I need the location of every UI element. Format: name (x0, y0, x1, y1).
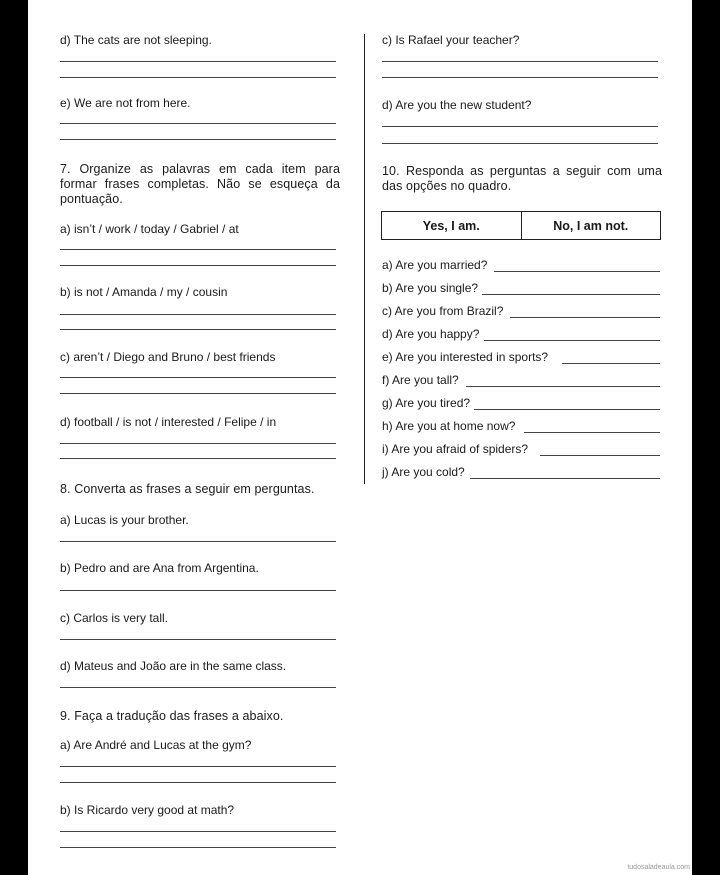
q10-question: c) Are you from Brazil? (382, 304, 504, 318)
answer-line[interactable] (382, 61, 658, 62)
answer-line[interactable] (60, 139, 336, 140)
q6e-sentence: e) We are not from here. (60, 96, 191, 110)
answer-line[interactable] (60, 265, 336, 266)
q10-answer-line[interactable] (494, 258, 660, 272)
q10-answer-line[interactable] (470, 465, 660, 479)
answer-line[interactable] (60, 541, 336, 542)
q10-answer-line[interactable] (540, 442, 660, 456)
q8d-sentence: d) Mateus and João are in the same class. (60, 659, 287, 673)
q10-question: a) Are you married? (382, 258, 488, 272)
q8a-sentence: a) Lucas is your brother. (60, 513, 189, 527)
q10-answer-line[interactable] (474, 396, 660, 410)
column-divider (364, 34, 365, 484)
q10-question: h) Are you at home now? (382, 419, 516, 433)
option-no: No, I am not. (521, 212, 661, 240)
q8-heading: 8. Converta as frases a seguir em perguntas. (60, 482, 315, 496)
answer-line[interactable] (60, 443, 336, 444)
site-watermark: tudosaladeaula.com (627, 864, 690, 871)
answer-line[interactable] (60, 687, 336, 688)
answer-line[interactable] (60, 377, 336, 378)
answer-line[interactable] (60, 329, 336, 330)
answer-line[interactable] (60, 590, 336, 591)
option-yes: Yes, I am. (382, 212, 522, 240)
answer-line[interactable] (382, 126, 658, 127)
q7c-prompt: c) aren’t / Diego and Bruno / best friends (60, 350, 276, 364)
q10-question: f) Are you tall? (382, 373, 459, 387)
answer-line[interactable] (60, 847, 336, 848)
answer-line[interactable] (60, 831, 336, 832)
answer-line[interactable] (60, 782, 336, 783)
q10-answer-line[interactable] (562, 350, 660, 364)
q8b-sentence: b) Pedro and are Ana from Argentina. (60, 561, 259, 575)
answer-line[interactable] (60, 766, 336, 767)
q8c-sentence: c) Carlos is very tall. (60, 611, 169, 625)
answer-line[interactable] (60, 393, 336, 394)
q10-answer-line[interactable] (484, 327, 660, 341)
answer-line[interactable] (60, 458, 336, 459)
q7-heading: 7. Organize as palavras em cada item para formar frases completas. Não se esqueça da pontuação. (60, 162, 340, 206)
answer-line[interactable] (60, 249, 336, 250)
q10-answer-line[interactable] (482, 281, 660, 295)
options-box (381, 211, 661, 240)
q7a-prompt: a) isn’t / work / today / Gabriel / at (60, 222, 239, 236)
q10-question: i) Are you afraid of spiders? (382, 442, 529, 456)
answer-line[interactable] (60, 639, 336, 640)
q10-answer-line[interactable] (510, 304, 660, 318)
q10-question: d) Are you happy? (382, 327, 480, 341)
answer-line[interactable] (60, 314, 336, 315)
q7d-prompt: d) football / is not / interested / Felipe / in (60, 415, 277, 429)
q10-answer-line[interactable] (524, 419, 660, 433)
q7b-prompt: b) is not / Amanda / my / cousin (60, 285, 228, 299)
q6d-sentence: d) The cats are not sleeping. (60, 33, 212, 47)
q9-heading: 9. Faça a tradução das frases a abaixo. (60, 709, 284, 723)
q10-question: j) Are you cold? (382, 465, 465, 479)
answer-line[interactable] (60, 123, 336, 124)
q6c-sentence: c) Is Rafael your teacher? (382, 33, 520, 47)
q9b-sentence: b) Is Ricardo very good at math? (60, 803, 235, 817)
answer-line[interactable] (60, 77, 336, 78)
q10-question: g) Are you tired? (382, 396, 471, 410)
answer-line[interactable] (60, 61, 336, 62)
q9a-sentence: a) Are André and Lucas at the gym? (60, 738, 252, 752)
answer-line[interactable] (382, 77, 658, 78)
q10-question: b) Are you single? (382, 281, 479, 295)
q10-answer-line[interactable] (466, 373, 660, 387)
q10-heading: 10. Responda as perguntas a seguir com uma das opções no quadro. (382, 164, 662, 193)
q10-question: e) Are you interested in sports? (382, 350, 549, 364)
q6d-right-sentence: d) Are you the new student? (382, 98, 532, 112)
answer-line[interactable] (382, 143, 658, 144)
